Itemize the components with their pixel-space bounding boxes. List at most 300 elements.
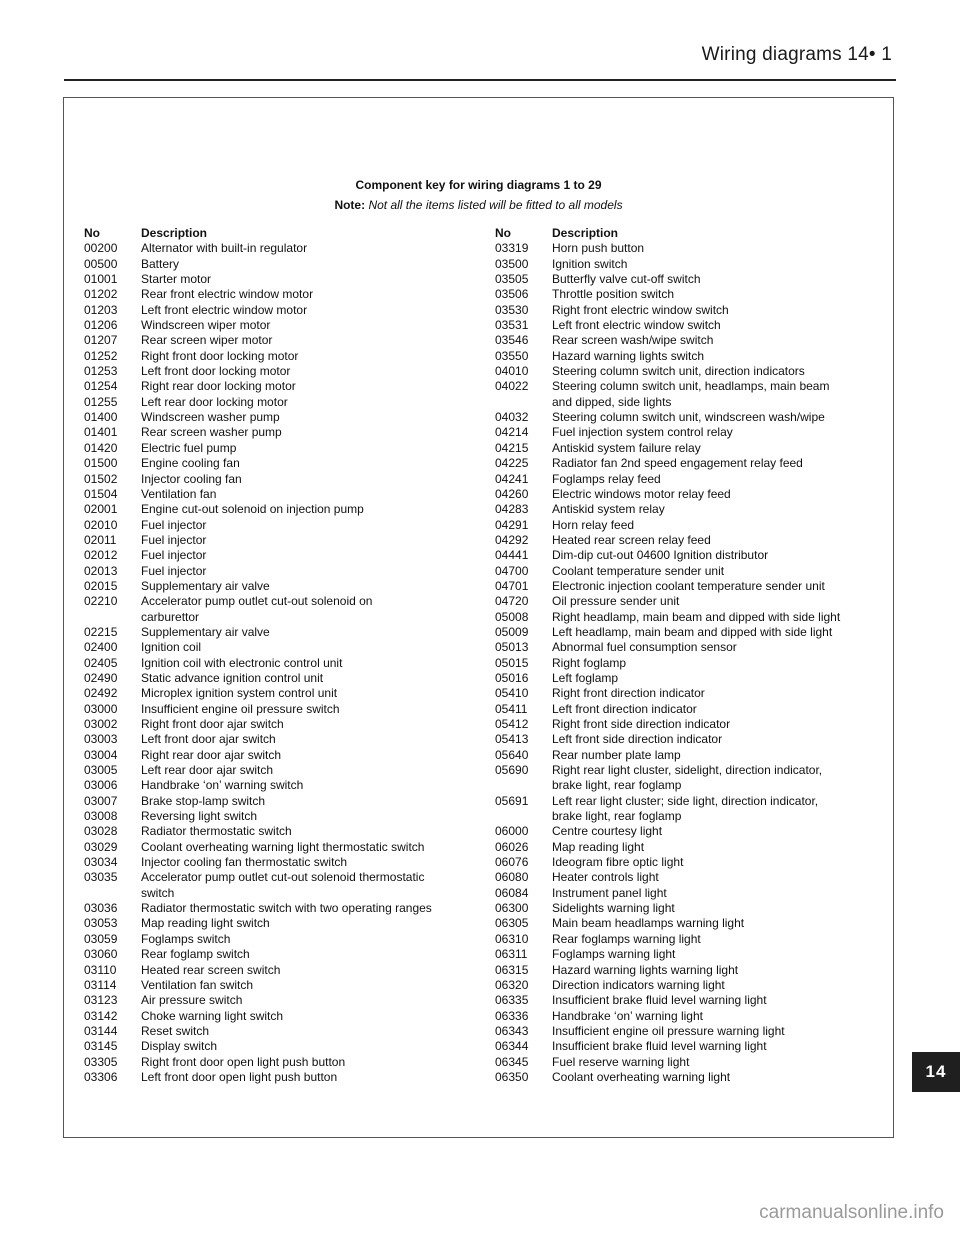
component-row	[84, 379, 479, 394]
component-description: Abnormal fuel consumption sensor	[552, 640, 737, 655]
component-row	[84, 425, 479, 440]
component-description: Centre courtesy light	[552, 824, 663, 839]
component-row	[84, 518, 479, 533]
component-number: 06026	[495, 839, 529, 854]
component-description: Rear front electric window motor	[141, 287, 314, 302]
component-number: 04700	[495, 563, 529, 578]
component-row	[495, 425, 870, 440]
component-row	[495, 824, 870, 839]
component-number: 02001	[84, 502, 118, 517]
component-description: Left front side direction indicator	[552, 732, 723, 747]
component-row	[495, 748, 870, 763]
component-row	[84, 625, 479, 640]
component-row	[495, 502, 870, 517]
component-description: Foglamps relay feed	[552, 471, 661, 486]
component-row	[84, 640, 479, 655]
component-row	[84, 947, 479, 962]
component-number	[495, 778, 552, 793]
component-row	[495, 625, 870, 640]
component-description: Ideogram fibre optic light	[552, 855, 684, 870]
component-description: Left front electric window switch	[552, 318, 721, 333]
component-number: 01001	[84, 272, 118, 287]
component-number: 06350	[495, 1069, 529, 1084]
right-column-header	[495, 226, 870, 241]
component-number: 01400	[84, 410, 118, 425]
component-number: 06344	[495, 1039, 529, 1054]
component-row	[84, 809, 479, 824]
component-row	[84, 579, 479, 594]
component-row	[495, 963, 870, 978]
component-number: 03004	[84, 747, 118, 762]
component-number: 00500	[84, 256, 118, 271]
component-row	[495, 349, 870, 364]
component-description: Hazard warning lights switch	[552, 348, 705, 363]
component-number: 03029	[84, 839, 118, 854]
component-row	[84, 732, 479, 747]
watermark: carmanualsonline.info	[759, 1202, 944, 1223]
component-description: Display switch	[141, 1039, 218, 1054]
component-number: 02490	[84, 670, 118, 685]
component-row	[495, 594, 870, 609]
component-number: 04441	[495, 548, 529, 563]
component-row	[495, 1055, 870, 1070]
component-number: 01202	[84, 287, 118, 302]
component-row	[84, 395, 479, 410]
component-row	[84, 978, 479, 993]
component-description: Left rear door ajar switch	[141, 763, 274, 778]
component-row	[84, 610, 479, 625]
component-description: Right front electric window switch	[552, 302, 729, 317]
component-number	[495, 809, 552, 824]
component-row	[495, 1024, 870, 1039]
component-number: 03305	[84, 1054, 118, 1069]
component-number: 05008	[495, 609, 529, 624]
component-row	[84, 916, 479, 931]
component-number: 03500	[495, 256, 529, 271]
component-description: Map reading light	[552, 839, 645, 854]
component-description: and dipped, side lights	[552, 394, 672, 409]
component-number: 04225	[495, 456, 529, 471]
component-number: 04260	[495, 486, 529, 501]
component-description: Antiskid system relay	[552, 502, 665, 517]
component-description: Heater controls light	[552, 870, 659, 885]
component-description: Injector cooling fan thermostatic switch	[141, 855, 348, 870]
component-description: Butterfly valve cut-off switch	[552, 272, 701, 287]
component-row	[495, 993, 870, 1008]
component-description: Left front door locking motor	[141, 364, 291, 379]
component-number: 02215	[84, 624, 118, 639]
component-row	[495, 364, 870, 379]
component-row	[84, 778, 479, 793]
component-number: 04010	[495, 364, 529, 379]
component-description: Handbrake ‘on’ warning switch	[141, 778, 304, 793]
right-column	[495, 226, 870, 1085]
component-description: Left rear door locking motor	[141, 394, 288, 409]
component-row	[84, 1024, 479, 1039]
col-desc-header: Description	[141, 226, 208, 240]
component-number: 04292	[495, 532, 529, 547]
component-row	[84, 287, 479, 302]
component-description: Fuel injector	[141, 532, 207, 547]
component-row	[84, 487, 479, 502]
component-row	[495, 656, 870, 671]
component-description: Windscreen wiper motor	[141, 318, 271, 333]
component-description: Right front direction indicator	[552, 686, 705, 701]
component-number: 03531	[495, 318, 529, 333]
component-row	[495, 870, 870, 885]
component-row	[495, 978, 870, 993]
component-description: Fuel injector	[141, 563, 207, 578]
component-description: Insufficient engine oil pressure switch	[141, 701, 340, 716]
component-number: 01504	[84, 486, 118, 501]
component-number: 05009	[495, 624, 529, 639]
component-description: Choke warning light switch	[141, 1008, 284, 1023]
component-number: 05410	[495, 686, 529, 701]
right-rows	[495, 241, 870, 1085]
component-number: 06335	[495, 993, 529, 1008]
component-number: 03036	[84, 901, 118, 916]
component-row	[495, 257, 870, 272]
component-number: 01206	[84, 318, 118, 333]
component-number: 06311	[495, 947, 528, 962]
key-note	[63, 198, 894, 212]
component-number: 01420	[84, 440, 118, 455]
component-row	[84, 870, 479, 885]
component-row	[495, 840, 870, 855]
component-row	[495, 287, 870, 302]
component-row	[495, 1039, 870, 1054]
component-description: Engine cooling fan	[141, 456, 240, 471]
component-description: Electric fuel pump	[141, 440, 237, 455]
component-description: Foglamps warning light	[552, 947, 676, 962]
component-number: 05413	[495, 732, 529, 747]
component-number: 06084	[495, 885, 529, 900]
component-row	[495, 410, 870, 425]
component-description: Fuel injection system control relay	[552, 425, 733, 440]
component-description: Fuel reserve warning light	[552, 1054, 690, 1069]
component-description: Microplex ignition system control unit	[141, 686, 338, 701]
component-row	[495, 487, 870, 502]
component-number: 05640	[495, 747, 529, 762]
component-number: 03123	[84, 993, 118, 1008]
component-number: 06345	[495, 1054, 529, 1069]
component-description: Fuel injector	[141, 517, 207, 532]
component-number: 03505	[495, 272, 529, 287]
component-description: Electric windows motor relay feed	[552, 486, 731, 501]
component-number: 01254	[84, 379, 118, 394]
component-number	[84, 886, 141, 901]
component-number: 03002	[84, 717, 118, 731]
component-row	[495, 456, 870, 471]
component-row	[84, 456, 479, 471]
component-number: 03035	[84, 870, 118, 885]
component-row	[495, 809, 870, 824]
component-description: Ventilation fan	[141, 486, 217, 501]
component-description: Handbrake ‘on’ warning light	[552, 1008, 703, 1023]
component-row	[495, 472, 870, 487]
component-number: 02492	[84, 686, 118, 701]
component-row	[495, 518, 870, 533]
page-header-title: Wiring diagrams 14• 1	[701, 44, 892, 65]
component-row	[495, 901, 870, 916]
component-row	[84, 1055, 479, 1070]
component-number: 05411	[495, 701, 528, 716]
component-row	[84, 840, 479, 855]
component-number: 03142	[84, 1008, 118, 1023]
component-number: 02012	[84, 548, 118, 563]
component-number: 03006	[84, 778, 118, 793]
component-description: Left headlamp, main beam and dipped with side light	[552, 624, 833, 639]
component-description: Left foglamp	[552, 670, 619, 685]
component-row	[84, 748, 479, 763]
component-row	[84, 472, 479, 487]
component-row	[495, 303, 870, 318]
component-description: Accelerator pump outlet cut-out solenoid thermostatic	[141, 870, 425, 885]
component-number: 03007	[84, 793, 118, 808]
col-desc-header: Description	[552, 226, 619, 240]
component-row	[84, 333, 479, 348]
component-description: Right rear door locking motor	[141, 379, 296, 394]
component-row	[84, 410, 479, 425]
component-number: 06336	[495, 1008, 529, 1023]
component-description: Ignition coil with electronic control unit	[141, 655, 343, 670]
component-row	[495, 1070, 870, 1085]
component-number: 03110	[84, 962, 117, 977]
component-number: 05015	[495, 655, 529, 670]
component-row	[495, 318, 870, 333]
component-number: 04032	[495, 410, 529, 425]
component-row	[495, 564, 870, 579]
component-number: 04214	[495, 425, 529, 440]
component-description: Accelerator pump outlet cut-out solenoid on	[141, 594, 373, 609]
component-row	[84, 241, 479, 256]
component-number: 03144	[84, 1023, 118, 1038]
component-row	[84, 963, 479, 978]
component-description: Horn push button	[552, 241, 645, 256]
component-number: 01401	[84, 425, 118, 440]
component-row	[84, 901, 479, 916]
component-row	[495, 671, 870, 686]
component-row	[84, 993, 479, 1008]
component-description: Windscreen washer pump	[141, 410, 280, 425]
component-number: 03506	[495, 287, 529, 302]
component-description: Right rear door ajar switch	[141, 747, 282, 762]
component-description: Steering column switch unit, headlamps, main beam	[552, 379, 830, 394]
component-number: 03060	[84, 947, 118, 962]
component-description: brake light, rear foglamp	[552, 778, 682, 793]
component-number: 03306	[84, 1069, 118, 1084]
component-number: 03546	[495, 333, 529, 348]
component-number: 01203	[84, 302, 118, 317]
component-description: Map reading light switch	[141, 916, 270, 931]
component-description: Static advance ignition control unit	[141, 670, 324, 685]
component-description: Supplementary air valve	[141, 624, 270, 639]
component-description: brake light, rear foglamp	[552, 809, 682, 824]
component-description: Alternator with built-in regulator	[141, 241, 308, 256]
component-number: 06305	[495, 916, 529, 931]
component-number: 03028	[84, 824, 118, 839]
component-row	[495, 794, 870, 809]
component-row	[84, 656, 479, 671]
component-row	[84, 702, 479, 717]
component-number: 03053	[84, 916, 118, 931]
component-number: 03059	[84, 931, 118, 946]
component-description: Reset switch	[141, 1023, 210, 1038]
component-description: Throttle position switch	[552, 287, 675, 302]
component-number: 01500	[84, 456, 118, 471]
component-row	[84, 886, 479, 901]
component-description: Rear number plate lamp	[552, 747, 681, 762]
component-row	[495, 441, 870, 456]
left-column-header	[84, 226, 479, 241]
component-description: Rear screen washer pump	[141, 425, 282, 440]
component-row	[495, 778, 870, 793]
component-description: carburettor	[141, 609, 200, 624]
component-number: 02015	[84, 578, 118, 593]
component-row	[495, 702, 870, 717]
component-row	[84, 564, 479, 579]
component-row	[495, 333, 870, 348]
component-row	[495, 241, 870, 256]
header-rule	[64, 79, 896, 81]
component-description: Right front door open light push button	[141, 1054, 346, 1069]
component-row	[84, 272, 479, 287]
component-description: switch	[141, 885, 175, 900]
component-number: 06315	[495, 962, 529, 977]
component-description: Left front electric window motor	[141, 302, 308, 317]
component-row	[84, 364, 479, 379]
component-row	[84, 533, 479, 548]
component-description: Hazard warning lights warning light	[552, 962, 739, 977]
component-description: Foglamps switch	[141, 931, 231, 946]
chapter-tab: 14	[912, 1052, 960, 1092]
component-description: Rear screen wiper motor	[141, 333, 273, 348]
component-description: Brake stop-lamp switch	[141, 793, 266, 808]
component-row	[495, 533, 870, 548]
component-number: 03550	[495, 348, 529, 363]
component-number: 04241	[495, 471, 529, 486]
component-number: 02011	[84, 532, 117, 547]
component-description: Air pressure switch	[141, 993, 243, 1008]
component-description: Battery	[141, 256, 180, 271]
component-number: 04215	[495, 440, 529, 455]
component-number: 04283	[495, 502, 529, 517]
component-number: 05412	[495, 717, 529, 731]
component-row	[495, 916, 870, 931]
component-row	[84, 1039, 479, 1054]
component-description: Rear screen wash/wipe switch	[552, 333, 714, 348]
component-number: 02010	[84, 517, 118, 532]
component-description: Steering column switch unit, windscreen wash/wipe	[552, 410, 825, 425]
component-description: Heated rear screen relay feed	[552, 532, 711, 547]
component-row	[84, 932, 479, 947]
component-row	[84, 1009, 479, 1024]
component-number: 01252	[84, 348, 118, 363]
component-number: 06320	[495, 977, 529, 992]
component-row	[84, 594, 479, 609]
component-row	[495, 610, 870, 625]
component-number: 03114	[84, 977, 117, 992]
component-row	[84, 257, 479, 272]
component-row	[84, 502, 479, 517]
col-no-header: No	[495, 226, 511, 240]
component-number: 03008	[84, 809, 118, 824]
component-description: Radiator thermostatic switch	[141, 824, 292, 839]
component-row	[495, 686, 870, 701]
component-number	[84, 610, 141, 625]
component-row	[84, 855, 479, 870]
component-number: 06076	[495, 855, 529, 870]
component-number: 03005	[84, 763, 118, 778]
component-number: 00200	[84, 241, 118, 256]
component-description: Oil pressure sender unit	[552, 594, 680, 609]
component-number: 04291	[495, 517, 529, 532]
component-description: Instrument panel light	[552, 885, 667, 900]
component-description: Ventilation fan switch	[141, 977, 254, 992]
component-description: Left front direction indicator	[552, 701, 697, 716]
component-number: 06310	[495, 931, 529, 946]
component-description: Injector cooling fan	[141, 471, 242, 486]
component-row	[495, 886, 870, 901]
component-description: Right foglamp	[552, 655, 627, 670]
component-row	[495, 548, 870, 563]
component-number: 06343	[495, 1023, 529, 1038]
component-row	[84, 794, 479, 809]
component-row	[84, 441, 479, 456]
component-row	[84, 349, 479, 364]
component-description: Insufficient engine oil pressure warning light	[552, 1023, 785, 1038]
component-number: 02405	[84, 655, 118, 670]
component-row	[84, 1070, 479, 1085]
component-number: 01253	[84, 364, 118, 379]
component-description: Reversing light switch	[141, 809, 258, 824]
key-title: Component key for wiring diagrams 1 to 29	[355, 178, 602, 192]
component-description: Insufficient brake fluid level warning light	[552, 993, 767, 1008]
component-description: Right front door locking motor	[141, 348, 299, 363]
component-row	[495, 947, 870, 962]
component-row	[495, 640, 870, 655]
component-description: Ignition switch	[552, 256, 628, 271]
component-number: 06080	[495, 870, 529, 885]
component-number: 02210	[84, 594, 118, 609]
component-row	[84, 686, 479, 701]
component-number: 03319	[495, 241, 529, 256]
component-row	[84, 548, 479, 563]
left-rows	[84, 241, 479, 1085]
component-description: Horn relay feed	[552, 517, 635, 532]
component-description: Steering column switch unit, direction indicators	[552, 364, 805, 379]
component-row	[495, 932, 870, 947]
component-row	[495, 1009, 870, 1024]
component-description: Left front door ajar switch	[141, 732, 276, 747]
component-description: Right front side direction indicator	[552, 717, 731, 731]
component-description: Electronic injection coolant temperature sender unit	[552, 578, 825, 593]
component-row	[495, 717, 870, 732]
component-number: 03034	[84, 855, 118, 870]
component-description: Direction indicators warning light	[552, 977, 725, 992]
component-number: 02013	[84, 563, 118, 578]
component-number: 02400	[84, 640, 118, 655]
component-number: 01255	[84, 394, 118, 409]
component-number: 03530	[495, 302, 529, 317]
component-number: 01207	[84, 333, 118, 348]
component-description: Ignition coil	[141, 640, 202, 655]
component-number: 03003	[84, 732, 118, 747]
component-description: Dim-dip cut-out 04600 Ignition distributor	[552, 548, 769, 563]
component-row	[84, 318, 479, 333]
component-description: Fuel injector	[141, 548, 207, 563]
component-description: Sidelights warning light	[552, 901, 675, 916]
